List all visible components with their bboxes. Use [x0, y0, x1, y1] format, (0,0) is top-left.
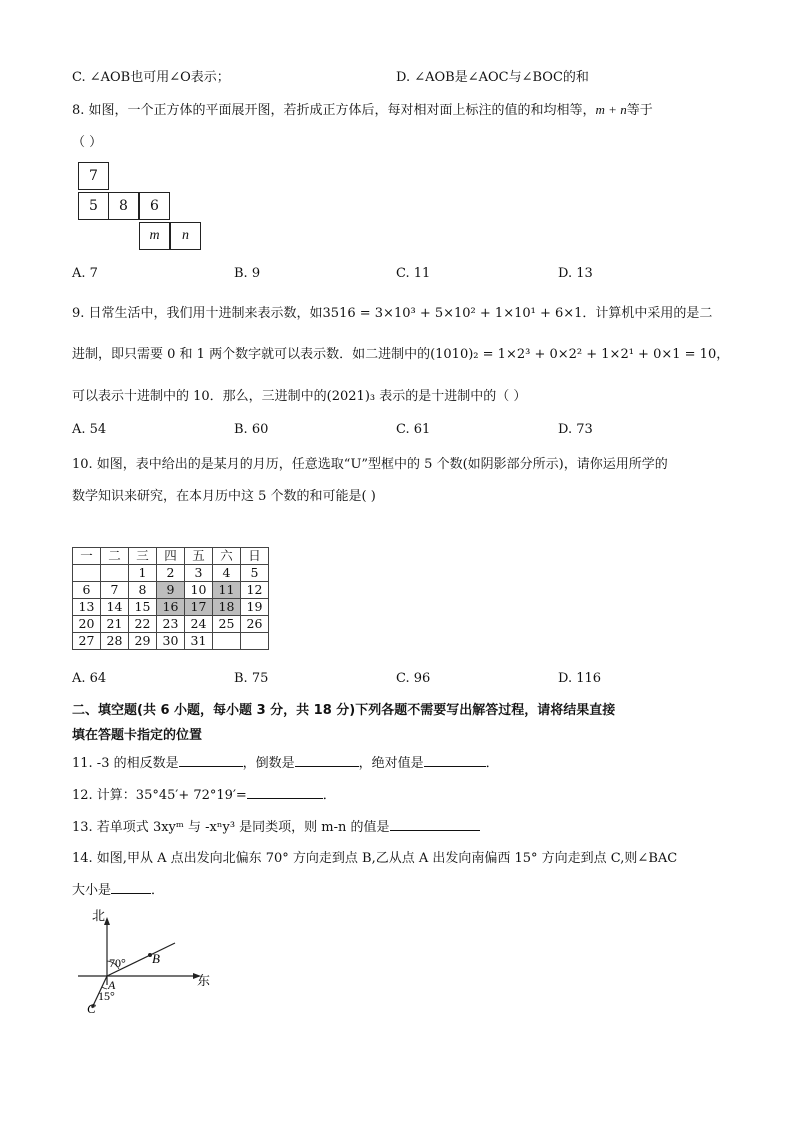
calendar-header: 五	[185, 548, 213, 565]
q14-line2	[72, 879, 164, 898]
q10-option-b: B. 75	[234, 671, 269, 686]
cube-cell: 6	[139, 192, 170, 220]
cube-cell: n	[170, 222, 201, 250]
calendar-cell	[241, 633, 269, 650]
q9-line3: 可以表示十进制中的 10．那么，三进制中的(2021)₃ 表示的是十进制中的（ ）	[72, 389, 527, 404]
q10-line1: 10. 如图，表中给出的是某月的月历，任意选取“U”型框中的 5 个数(如阴影部分所示)，请你运用所学的	[72, 457, 668, 472]
calendar-cell: 5	[241, 565, 269, 582]
direction-figure	[70, 905, 220, 1020]
q10-line2: 数学知识来研究，在本月历中这 5 个数的和可能是( )	[72, 489, 376, 504]
q14-text: 大小是	[72, 883, 112, 898]
calendar-cell: 26	[241, 616, 269, 633]
calendar-header: 六	[213, 548, 241, 565]
calendar-cell: 3	[185, 565, 213, 582]
q12-blank[interactable]	[247, 784, 323, 799]
q12-end: ．	[322, 788, 336, 803]
calendar-header: 三	[129, 548, 157, 565]
q8-variable: m + n	[595, 102, 627, 117]
calendar-cell: 22	[129, 616, 157, 633]
calendar-header: 四	[157, 548, 185, 565]
q11-text-b: ，倒数是	[242, 756, 295, 771]
label-a: A	[108, 978, 116, 992]
q11-blank-3[interactable]	[424, 752, 486, 767]
q14-blank[interactable]	[111, 879, 151, 894]
section-heading-line1: 二、填空题(共 6 小题，每小题 3 分，共 18 分)下列各题不需要写出解答过程，请将结果直接	[72, 703, 616, 718]
q8-answer-paren: （ ）	[72, 135, 103, 150]
q11-text-a: 11. -3 的相反数是	[72, 756, 179, 771]
q12	[72, 784, 336, 803]
q9-option-d: D. 73	[558, 422, 593, 437]
calendar-row	[73, 633, 269, 650]
q12-text: 12. 计算：35°45′+ 72°19′=	[72, 788, 247, 803]
calendar-cell: 25	[213, 616, 241, 633]
calendar-cell	[73, 565, 101, 582]
calendar-cell-shaded: 16	[157, 599, 185, 616]
calendar-cell: 7	[101, 582, 129, 599]
cube-cell: 7	[78, 162, 109, 190]
q11-blank-1[interactable]	[179, 752, 243, 767]
q8-stem	[72, 99, 653, 118]
east-label: 东	[197, 974, 211, 989]
calendar-cell: 12	[241, 582, 269, 599]
cube-cell: 5	[78, 192, 109, 220]
q7-option-c: C. ∠AOB也可用∠O表示；	[72, 70, 230, 85]
calendar-cell: 23	[157, 616, 185, 633]
q8-option-a: A. 7	[72, 266, 98, 281]
calendar-cell: 10	[185, 582, 213, 599]
q14-line1: 14. 如图,甲从 A 点出发向北偏东 70° 方向走到点 B,乙从点 A 出发向南偏西 15° 方向走到点 C,则∠BAC	[72, 851, 678, 866]
q14-end: ．	[151, 883, 165, 898]
calendar-cell	[213, 633, 241, 650]
calendar-cell: 4	[213, 565, 241, 582]
q11	[72, 752, 499, 771]
q7-option-d: D. ∠AOB是∠AOC与∠BOC的和	[396, 70, 589, 85]
q9-line2: 进制，即只需要 0 和 1 两个数字就可以表示数．如二进制中的(1010)₂ = 1×2³ + 0×2² + 1×2¹ + 0×1 = 10，	[72, 347, 730, 362]
calendar-header: 一	[73, 548, 101, 565]
section-heading-line2: 填在答题卡指定的位置	[72, 728, 203, 743]
angle-70-label: 70°	[109, 956, 126, 970]
q13-text: 13. 若单项式 3xyᵐ 与 -xⁿy³ 是同类项，则 m-n 的值是	[72, 820, 390, 835]
q8-stem-end: 等于	[626, 103, 653, 118]
q11-blank-2[interactable]	[295, 752, 359, 767]
q8-option-c: C. 11	[396, 266, 431, 281]
q9-option-a: A. 54	[72, 422, 107, 437]
cube-cell: 8	[108, 192, 139, 220]
q8-stem-text: 8. 如图，一个正方体的平面展开图，若折成正方体后，每对相对面上标注的值的和均相等，	[72, 103, 596, 118]
calendar-cell-shaded: 9	[157, 582, 185, 599]
calendar-row	[73, 616, 269, 633]
q10-option-d: D. 116	[558, 671, 602, 686]
calendar-cell-shaded: 18	[213, 599, 241, 616]
calendar-cell: 28	[101, 633, 129, 650]
calendar-cell: 27	[73, 633, 101, 650]
calendar-cell	[101, 565, 129, 582]
calendar-row	[73, 599, 269, 616]
calendar-cell: 13	[73, 599, 101, 616]
calendar-cell: 31	[185, 633, 213, 650]
label-c: C	[87, 1001, 96, 1016]
calendar-row	[73, 565, 269, 582]
calendar-cell: 1	[129, 565, 157, 582]
q11-text-c: ，绝对值是	[358, 756, 424, 771]
calendar-cell: 30	[157, 633, 185, 650]
calendar-cell: 2	[157, 565, 185, 582]
calendar-cell-shaded: 11	[213, 582, 241, 599]
q9-option-c: C. 61	[396, 422, 431, 437]
angle-15-label: 15°	[98, 989, 115, 1003]
calendar-cell: 15	[129, 599, 157, 616]
q13	[72, 816, 480, 835]
calendar-row	[73, 582, 269, 599]
q9-option-b: B. 60	[234, 422, 269, 437]
calendar-header: 日	[241, 548, 269, 565]
cube-cell: m	[139, 222, 170, 250]
calendar-table	[72, 547, 269, 650]
q8-option-b: B. 9	[234, 266, 261, 281]
calendar-cell: 19	[241, 599, 269, 616]
north-label: 北	[92, 909, 106, 924]
calendar-header-row	[73, 548, 269, 565]
q8-option-d: D. 13	[558, 266, 593, 281]
q10-option-a: A. 64	[72, 671, 107, 686]
calendar-cell: 6	[73, 582, 101, 599]
calendar-cell: 8	[129, 582, 157, 599]
calendar-cell-shaded: 17	[185, 599, 213, 616]
calendar-cell: 24	[185, 616, 213, 633]
q10-option-c: C. 96	[396, 671, 431, 686]
calendar-cell: 29	[129, 633, 157, 650]
calendar-cell: 14	[101, 599, 129, 616]
q9-line1: 9. 日常生活中，我们用十进制来表示数，如3516 = 3×10³ + 5×10² + 1×10¹ + 6×1．计算机中采用的是二	[72, 306, 713, 321]
q11-text-d: ．	[485, 756, 499, 771]
calendar-cell: 21	[101, 616, 129, 633]
calendar-cell: 20	[73, 616, 101, 633]
calendar-header: 二	[101, 548, 129, 565]
q13-blank[interactable]	[390, 816, 480, 831]
label-b: B	[152, 951, 160, 966]
